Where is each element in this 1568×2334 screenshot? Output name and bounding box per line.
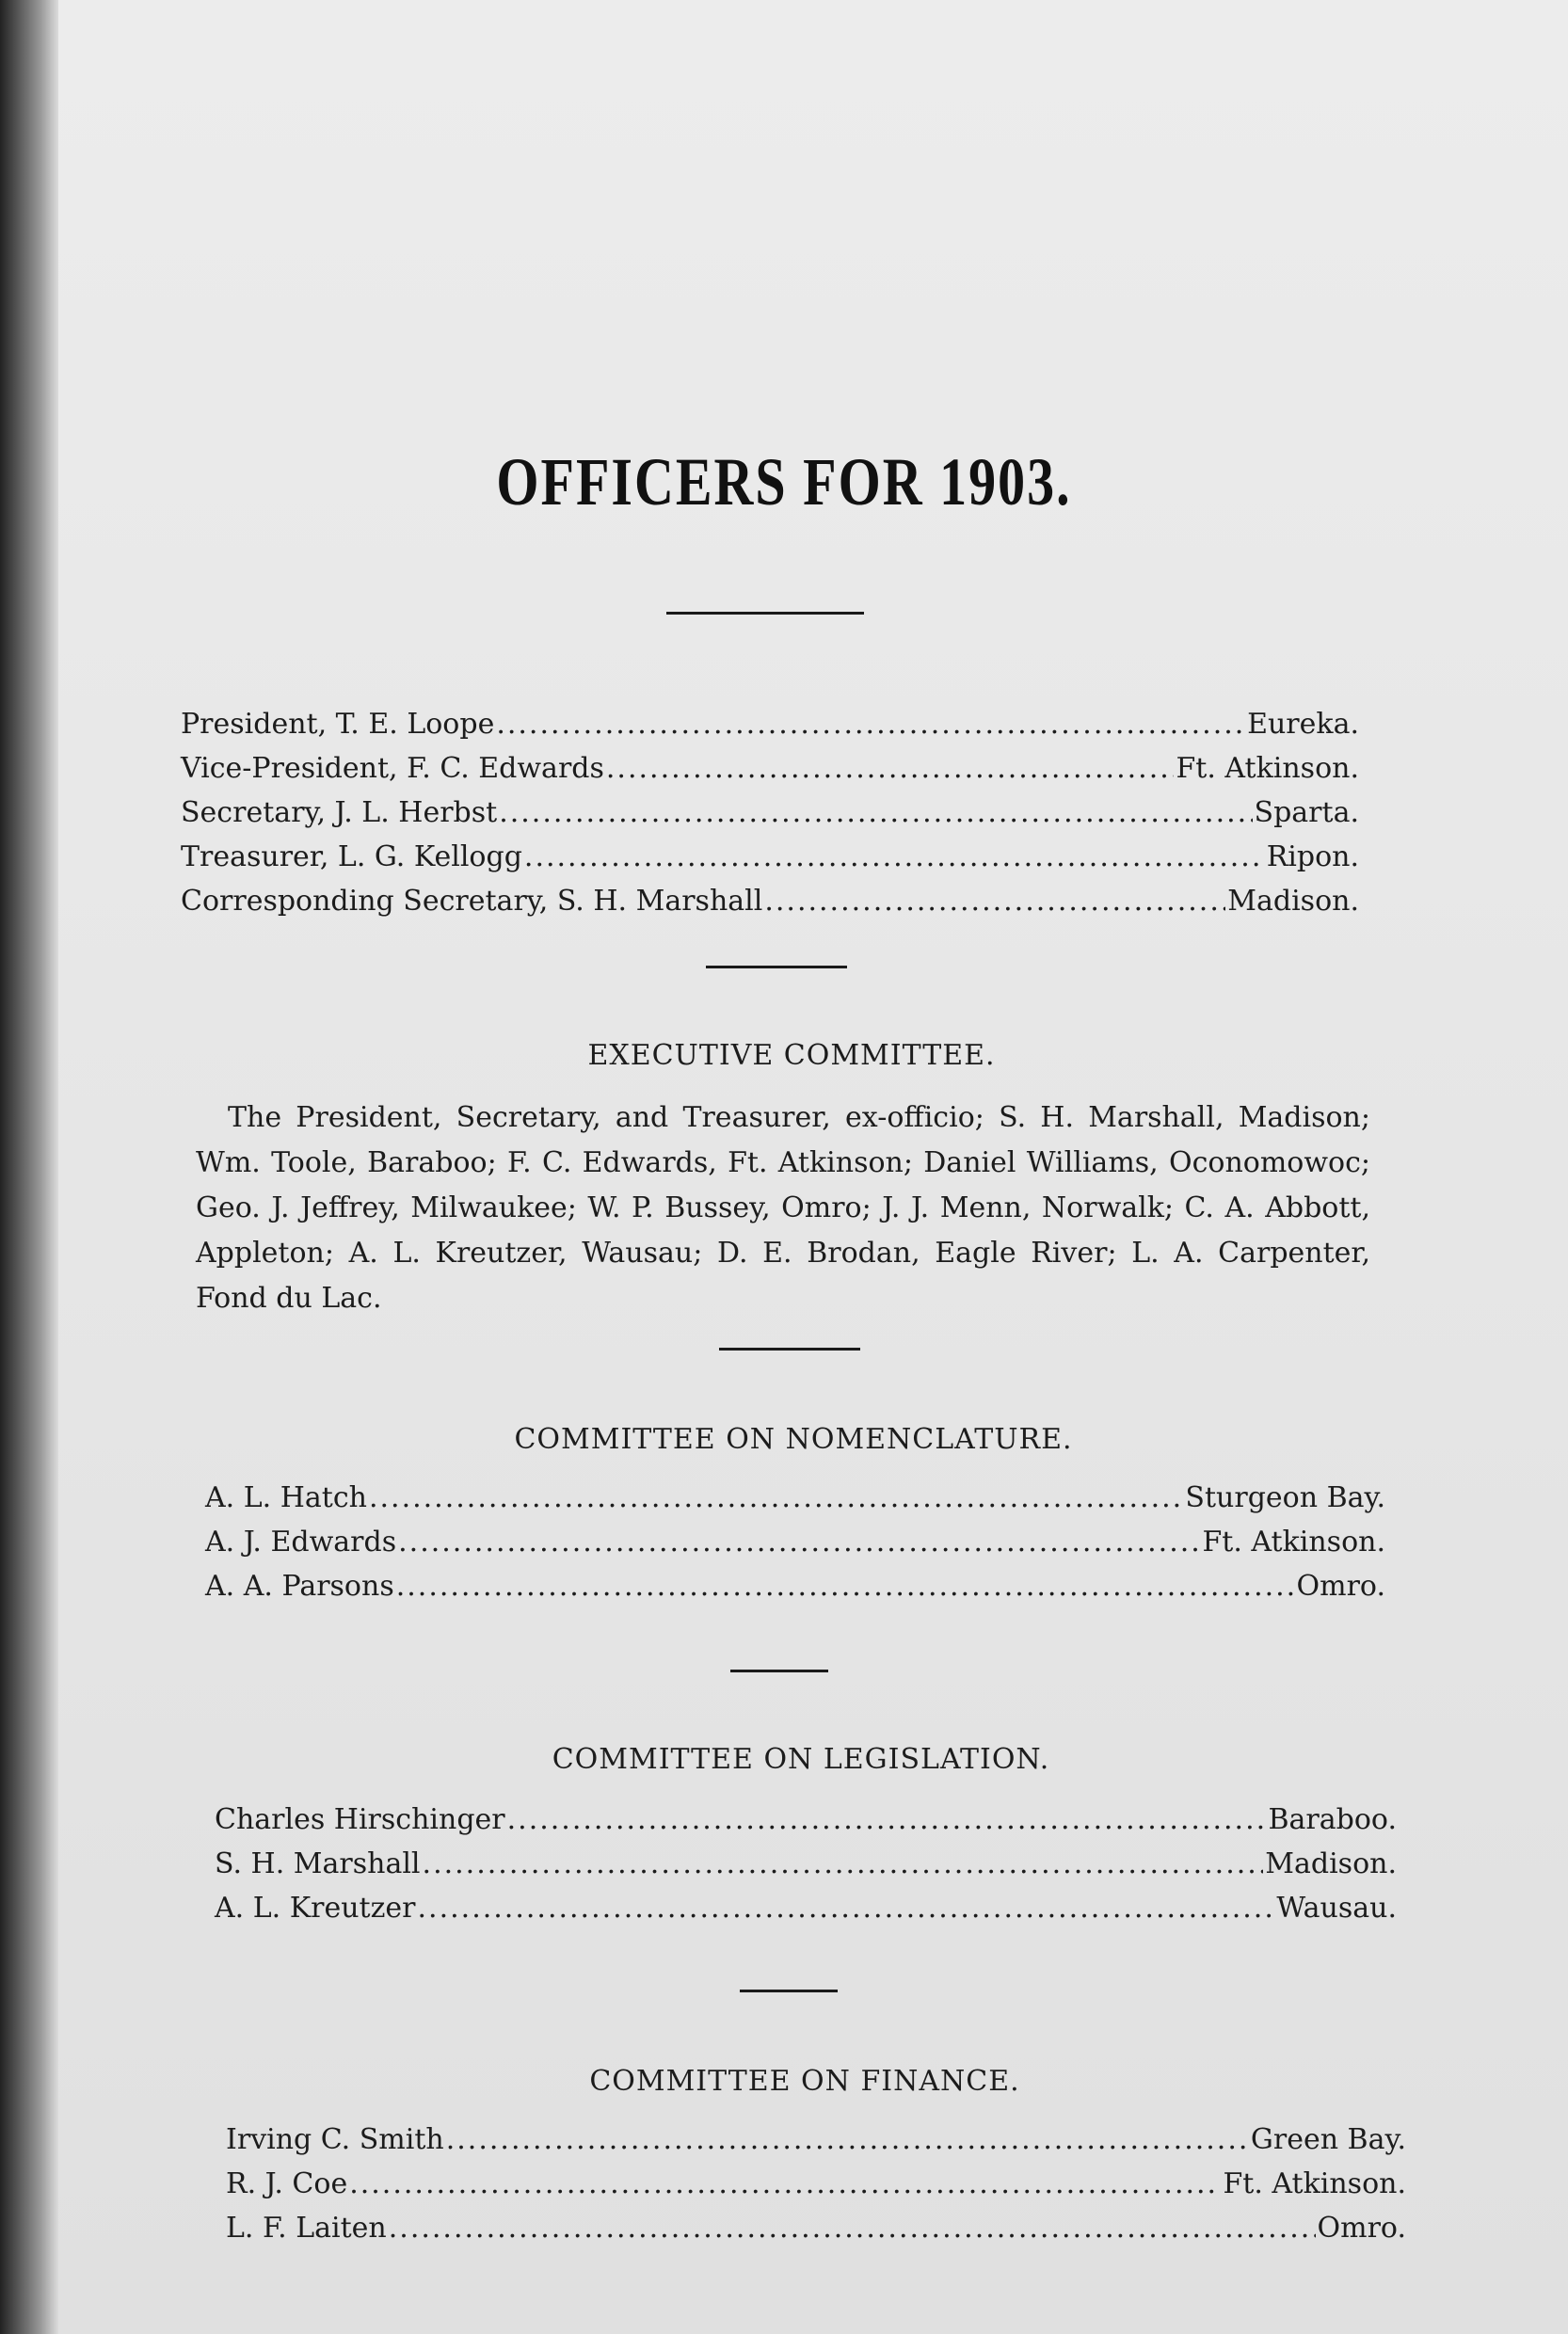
leader-dots (606, 746, 1175, 791)
leader-dots (369, 1476, 1183, 1520)
officer-place: Ft. Atkinson. (1176, 752, 1359, 785)
officers-divider (706, 966, 847, 968)
page-binding-edge (0, 0, 58, 2334)
member-place: Sturgeon Bay. (1185, 1481, 1385, 1514)
officer-row (181, 835, 1359, 879)
member-row (226, 2162, 1406, 2206)
legislation-heading: COMMITTEE ON LEGISLATION. (552, 1743, 1050, 1776)
member-row (215, 1886, 1397, 1930)
member-place: Green Bay. (1250, 2123, 1406, 2156)
leader-dots (507, 1798, 1267, 1842)
member-name: S. H. Marshall (215, 1847, 421, 1880)
officer-name: President, T. E. Loope (181, 708, 495, 741)
member-place: Ft. Atkinson. (1223, 2167, 1406, 2200)
member-name: A. L. Hatch (205, 1481, 367, 1514)
officer-row (181, 791, 1359, 835)
member-name: Irving C. Smith (226, 2123, 444, 2156)
officer-place: Ripon. (1266, 840, 1359, 873)
officer-row (181, 746, 1359, 791)
member-row (205, 1476, 1385, 1520)
member-name: A. A. Parsons (205, 1570, 394, 1603)
member-name: A. J. Edwards (205, 1526, 397, 1559)
member-place: Baraboo. (1268, 1803, 1397, 1836)
executive-committee-heading: EXECUTIVE COMMITTEE. (587, 1039, 996, 1072)
officers-list (181, 702, 1359, 923)
officer-name: Vice-President, F. C. Edwards (181, 752, 604, 785)
finance-heading: COMMITTEE ON FINANCE. (589, 2065, 1020, 2098)
member-row (205, 1564, 1385, 1608)
officer-name: Corresponding Secretary, S. H. Marshall (181, 885, 763, 918)
page-title: OFFICERS FOR 1903. (496, 442, 1072, 520)
nomenclature-divider (730, 1670, 828, 1672)
officer-name: Treasurer, L. G. Kellogg (181, 840, 522, 873)
member-row (205, 1520, 1385, 1564)
officer-place: Madison. (1227, 885, 1359, 918)
leader-dots (446, 2118, 1249, 2162)
leader-dots (349, 2162, 1221, 2206)
leader-dots (389, 2206, 1316, 2250)
member-name: L. F. Laiten (226, 2212, 387, 2245)
member-name: Charles Hirschinger (215, 1803, 505, 1836)
leader-dots (423, 1842, 1264, 1886)
leader-dots (418, 1886, 1275, 1930)
officer-name: Secretary, J. L. Herbst (181, 796, 498, 829)
member-row (226, 2206, 1406, 2250)
member-place: Wausau. (1276, 1892, 1397, 1925)
leader-dots (499, 791, 1252, 835)
leader-dots (496, 702, 1245, 746)
legislation-list (215, 1798, 1397, 1930)
member-row (215, 1842, 1397, 1886)
officer-place: Sparta. (1254, 796, 1359, 829)
executive-committee-text: The President, Secretary, and Treasurer, ex-officio; S. H. Marshall, Madison; Wm. Toole, Baraboo; F. C. Edwards, Ft. Atkinson; Daniel Williams, Oconomowoc; Geo. J. Jeffrey, Milwaukee; W. P. Bussey, Omro; J. J. Menn, Norwalk; C. A. Abbott, Appleton; A. L. Kreutzer, Wausau; D. E. Brodan, Eagle River; L. A. Carpenter, Fond du Lac. (196, 1101, 1370, 1315)
finance-list (226, 2118, 1406, 2250)
legislation-divider (740, 1990, 838, 1992)
member-place: Omro. (1317, 2212, 1406, 2245)
leader-dots (524, 835, 1265, 879)
nomenclature-list (205, 1476, 1385, 1608)
member-name: R. J. Coe (226, 2167, 348, 2200)
title-divider (666, 612, 864, 615)
member-place: Omro. (1296, 1570, 1385, 1603)
officer-row (181, 702, 1359, 746)
leader-dots (396, 1564, 1295, 1608)
member-place: Ft. Atkinson. (1202, 1526, 1385, 1559)
executive-divider (719, 1348, 860, 1351)
officer-row (181, 879, 1359, 923)
officer-place: Eureka. (1247, 708, 1359, 741)
leader-dots (764, 879, 1225, 923)
nomenclature-heading: COMMITTEE ON NOMENCLATURE. (514, 1423, 1073, 1456)
member-name: A. L. Kreutzer (215, 1892, 416, 1925)
member-place: Madison. (1265, 1847, 1397, 1880)
member-row (215, 1798, 1397, 1842)
member-row (226, 2118, 1406, 2162)
leader-dots (398, 1520, 1200, 1564)
